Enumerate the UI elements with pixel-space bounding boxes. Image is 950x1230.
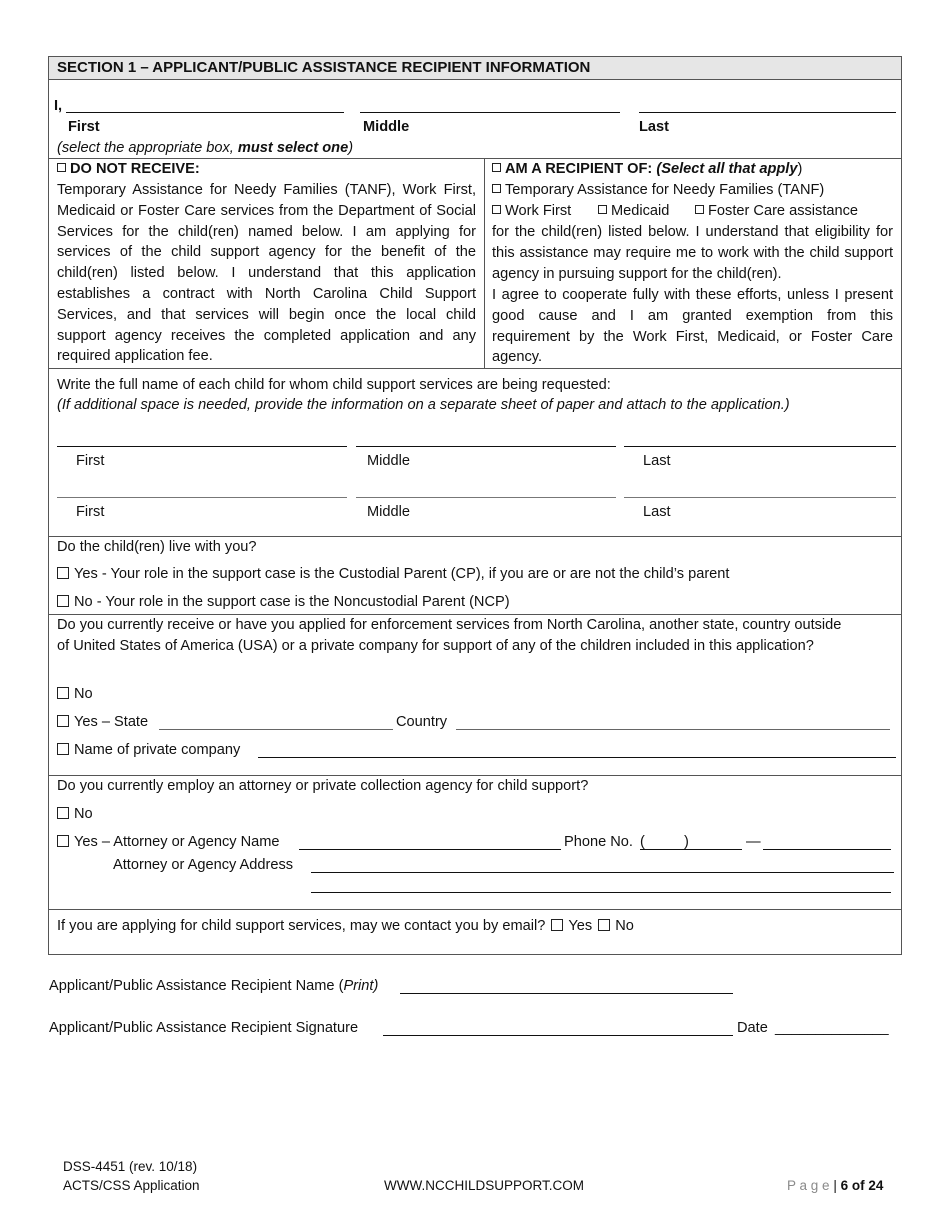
children-prompt: Write the full name of each child for whom child support services are being requested: bbox=[57, 377, 611, 393]
child-2-first-label: First bbox=[76, 504, 105, 520]
child-1-middle-field[interactable] bbox=[356, 446, 616, 447]
child-2-middle-field[interactable] bbox=[356, 497, 616, 498]
enforcement-no-option[interactable]: No bbox=[57, 684, 93, 704]
applicant-signature-label: Applicant/Public Assistance Recipient Signature bbox=[49, 1020, 359, 1036]
name-prefix: I, bbox=[54, 98, 63, 114]
date-label: Date bbox=[737, 1020, 768, 1036]
website: WWW.NCCHILDSUPPORT.COM bbox=[384, 1178, 585, 1193]
email-yes-checkbox[interactable] bbox=[551, 919, 563, 931]
child-2-last-field[interactable] bbox=[624, 497, 896, 498]
enforcement-question: Do you currently receive or have you applied for enforcement services from North Carolina, another state, country outside of United States of America (USA) or a private company for support of any of the children included in this application? bbox=[57, 617, 842, 654]
child-1-last-label: Last bbox=[643, 453, 671, 469]
attorney-address-field-1[interactable] bbox=[311, 872, 894, 873]
first-name-field[interactable] bbox=[66, 112, 344, 113]
live-with-no-checkbox[interactable] bbox=[57, 595, 69, 607]
enforcement-yes-option[interactable]: Yes – State bbox=[57, 712, 148, 732]
applicant-name-field[interactable] bbox=[400, 993, 733, 994]
do-not-receive-text: Temporary Assistance for Needy Families (TANF), Work First, Medicaid or Foster Care services from the Department of Social Services for the child(ren) named below. I am applying for services of the child support agency for the benefit of the child(ren) listed below. I understand that this application establishes a contract with North Carolina Child Support Services, and that services will begin once the local child support agency receives the completed application and any required application fee. bbox=[57, 182, 476, 365]
email-no-checkbox[interactable] bbox=[598, 919, 610, 931]
divider-6 bbox=[48, 909, 902, 910]
page-indicator: P a g e | 6 of 24 bbox=[787, 1178, 884, 1193]
medicaid-option[interactable]: Medicaid bbox=[598, 201, 669, 221]
private-company-checkbox[interactable] bbox=[57, 743, 69, 755]
do-not-receive-checkbox[interactable] bbox=[57, 163, 66, 172]
email-yes-option[interactable]: Yes bbox=[549, 918, 592, 934]
private-company-option[interactable]: Name of private company bbox=[57, 740, 240, 760]
work-first-option[interactable]: Work First bbox=[492, 201, 571, 221]
foster-care-checkbox[interactable] bbox=[695, 205, 704, 214]
attorney-no-option[interactable]: No bbox=[57, 804, 93, 824]
tanf-option[interactable]: Temporary Assistance for Needy Families (TANF) bbox=[492, 180, 824, 200]
phone-dash: — bbox=[746, 834, 761, 850]
attorney-question: Do you currently employ an attorney or private collection agency for child support? bbox=[57, 778, 589, 794]
form-name: ACTS/CSS Application bbox=[63, 1178, 200, 1193]
attorney-yes-option[interactable]: Yes – Attorney or Agency Name bbox=[57, 832, 280, 852]
attorney-no-checkbox[interactable] bbox=[57, 807, 69, 819]
last-name-label: Last bbox=[639, 119, 670, 135]
child-2-last-label: Last bbox=[643, 504, 671, 520]
country-label: Country bbox=[396, 714, 448, 730]
child-1-middle-label: Middle bbox=[367, 453, 410, 469]
applicant-name-label: Applicant/Public Assistance Recipient Name (Print) bbox=[49, 978, 379, 994]
email-question: If you are applying for child support services, may we contact you by email? bbox=[57, 918, 546, 934]
state-field[interactable] bbox=[159, 729, 393, 730]
recipient-of-option[interactable]: AM A RECIPIENT OF: (Select all that apply) bbox=[492, 159, 802, 179]
first-name-label: First bbox=[68, 119, 100, 135]
select-instruction: (select the appropriate box, must select one) bbox=[57, 140, 354, 156]
attorney-address-field-2[interactable] bbox=[311, 892, 891, 893]
phone-label: Phone No. bbox=[564, 834, 633, 850]
do-not-receive-option[interactable]: DO NOT RECEIVE: bbox=[57, 159, 200, 179]
enforcement-yes-checkbox[interactable] bbox=[57, 715, 69, 727]
medicaid-checkbox[interactable] bbox=[598, 205, 607, 214]
email-question-row bbox=[57, 916, 634, 936]
live-with-question: Do the child(ren) live with you? bbox=[57, 539, 257, 555]
children-note: (If additional space is needed, provide the information on a separate sheet of paper and attach to the application.) bbox=[57, 397, 790, 413]
attorney-name-field[interactable] bbox=[299, 849, 561, 850]
child-1-last-field[interactable] bbox=[624, 446, 896, 447]
work-first-checkbox[interactable] bbox=[492, 205, 501, 214]
phone-area-open: ( bbox=[640, 834, 645, 850]
section-title: SECTION 1 – APPLICANT/PUBLIC ASSISTANCE RECIPIENT INFORMATION bbox=[57, 59, 591, 76]
form-number: DSS-4451 (rev. 10/18) bbox=[63, 1159, 198, 1174]
middle-name-label: Middle bbox=[363, 119, 410, 135]
live-with-yes-option[interactable]: Yes - Your role in the support case is the Custodial Parent (CP), if you are or are not the child’s parent bbox=[57, 564, 729, 584]
foster-care-option[interactable]: Foster Care assistance bbox=[695, 201, 858, 221]
middle-name-field[interactable] bbox=[360, 112, 620, 113]
divider-2 bbox=[48, 368, 902, 369]
phone-area-field[interactable] bbox=[640, 849, 742, 850]
recipient-of-text: for the child(ren) listed below. I understand that eligibility for this assistance may require me to work with the child support agency in pursuing support for the child(ren). bbox=[492, 224, 893, 282]
recipient-of-checkbox[interactable] bbox=[492, 163, 501, 172]
live-with-yes-checkbox[interactable] bbox=[57, 567, 69, 579]
attorney-address-label: Attorney or Agency Address bbox=[113, 857, 294, 873]
recipient-of-agreement: I agree to cooperate fully with these efforts, unless I present good cause and I am granted exemption from this requirement by the Work First, Medicaid, or Foster Care agency. bbox=[492, 287, 893, 366]
phone-number-field[interactable] bbox=[763, 849, 891, 850]
child-2-middle-label: Middle bbox=[367, 504, 410, 520]
column-divider bbox=[484, 158, 485, 368]
child-1-first-label: First bbox=[76, 453, 105, 469]
date-field[interactable]: ______________ bbox=[775, 1020, 889, 1036]
last-name-field[interactable] bbox=[639, 112, 896, 113]
phone-area-close: ) bbox=[684, 834, 689, 850]
child-1-first-field[interactable] bbox=[57, 446, 347, 447]
tanf-checkbox[interactable] bbox=[492, 184, 501, 193]
private-company-field[interactable] bbox=[258, 757, 896, 758]
child-2-first-field[interactable] bbox=[57, 497, 347, 498]
attorney-yes-checkbox[interactable] bbox=[57, 835, 69, 847]
enforcement-no-checkbox[interactable] bbox=[57, 687, 69, 699]
email-no-option[interactable]: No bbox=[596, 918, 634, 934]
applicant-signature-field[interactable] bbox=[383, 1035, 733, 1036]
live-with-no-option[interactable]: No - Your role in the support case is the Noncustodial Parent (NCP) bbox=[57, 592, 510, 612]
country-field[interactable] bbox=[456, 729, 890, 730]
